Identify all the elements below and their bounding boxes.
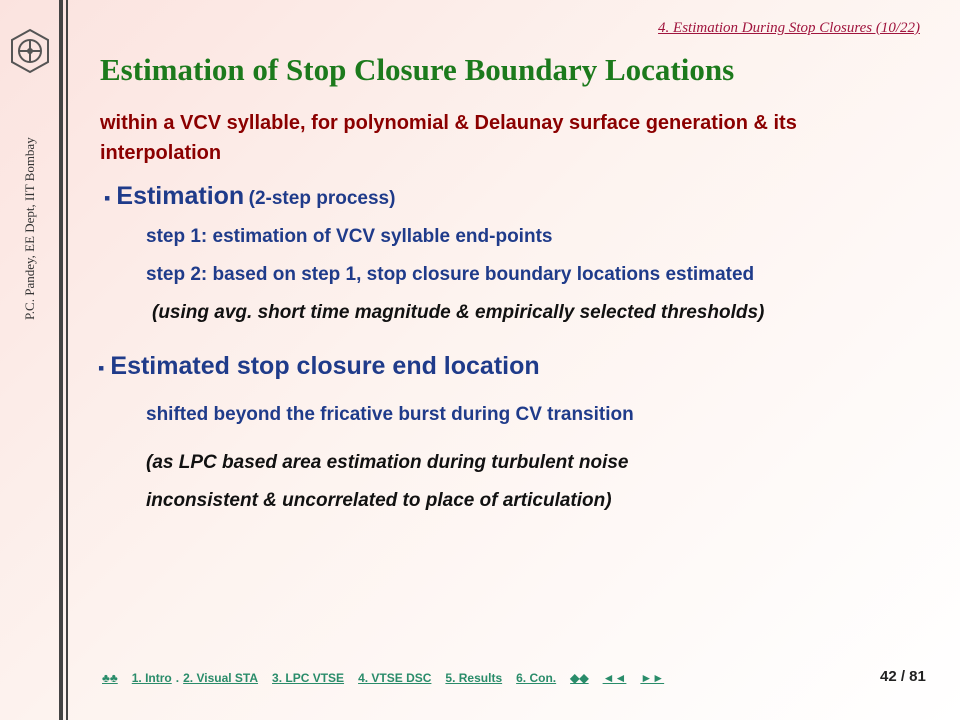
estimation-label: Estimation [116,182,245,210]
next-slide-icon[interactable]: ►► [640,671,665,685]
nav-separator: . [175,671,180,685]
page-number: 42 / 81 [880,668,926,685]
lpc-note-line-2: inconsistent & uncorrelated to place of articulation) [146,490,612,511]
step-2-text: step 2: based on step 1, stop closure boundary locations estimated [146,264,755,285]
nav-link-visual-sta[interactable]: 2. Visual STA [183,671,259,685]
sidebar-rule-thin [66,0,68,720]
bullet-marker: ▪ [104,188,111,208]
author-credit: P.C. Pandey, EE Dept, IIT Bombay [22,137,37,320]
prev-slide-icon[interactable]: ◄◄ [602,671,627,685]
step-note: (using avg. short time magnitude & empirically selected thresholds) [152,302,765,323]
institute-logo-icon [8,28,52,74]
bullet-marker: ▪ [98,358,105,378]
slide-title: Estimation of Stop Closure Boundary Locations [100,52,735,87]
lpc-note-line-1: (as LPC based area estimation during turbulent noise [146,452,629,473]
estimation-detail: (2-step process) [248,188,396,209]
estimation-bullet [104,182,395,211]
sidebar-rule-thick [59,0,63,720]
nav-link-lpc-vtse[interactable]: 3. LPC VTSE [272,671,345,685]
footer-nav [102,671,678,685]
step-1-text: step 1: estimation of VCV syllable end-points [146,226,553,247]
diamond-nav-icon[interactable]: ◆◆ [570,671,589,685]
slide-subtitle: within a VCV syllable, for polynomial & Delaunay surface generation & its interpolation [100,112,797,164]
stop-closure-label: Estimated stop closure end location [110,352,540,380]
shift-text: shifted beyond the fricative burst during CV transition [146,404,634,425]
nav-link-conclusion[interactable]: 6. Con. [516,671,557,685]
nav-link-intro[interactable]: 1. Intro [131,671,172,685]
stop-closure-bullet [98,352,540,381]
nav-link-vtse-dsc[interactable]: 4. VTSE DSC [358,671,432,685]
nav-link-results[interactable]: 5. Results [445,671,503,685]
home-nav-icon[interactable]: ♣♣ [102,671,118,685]
section-reference: 4. Estimation During Stop Closures (10/22) [658,20,920,36]
